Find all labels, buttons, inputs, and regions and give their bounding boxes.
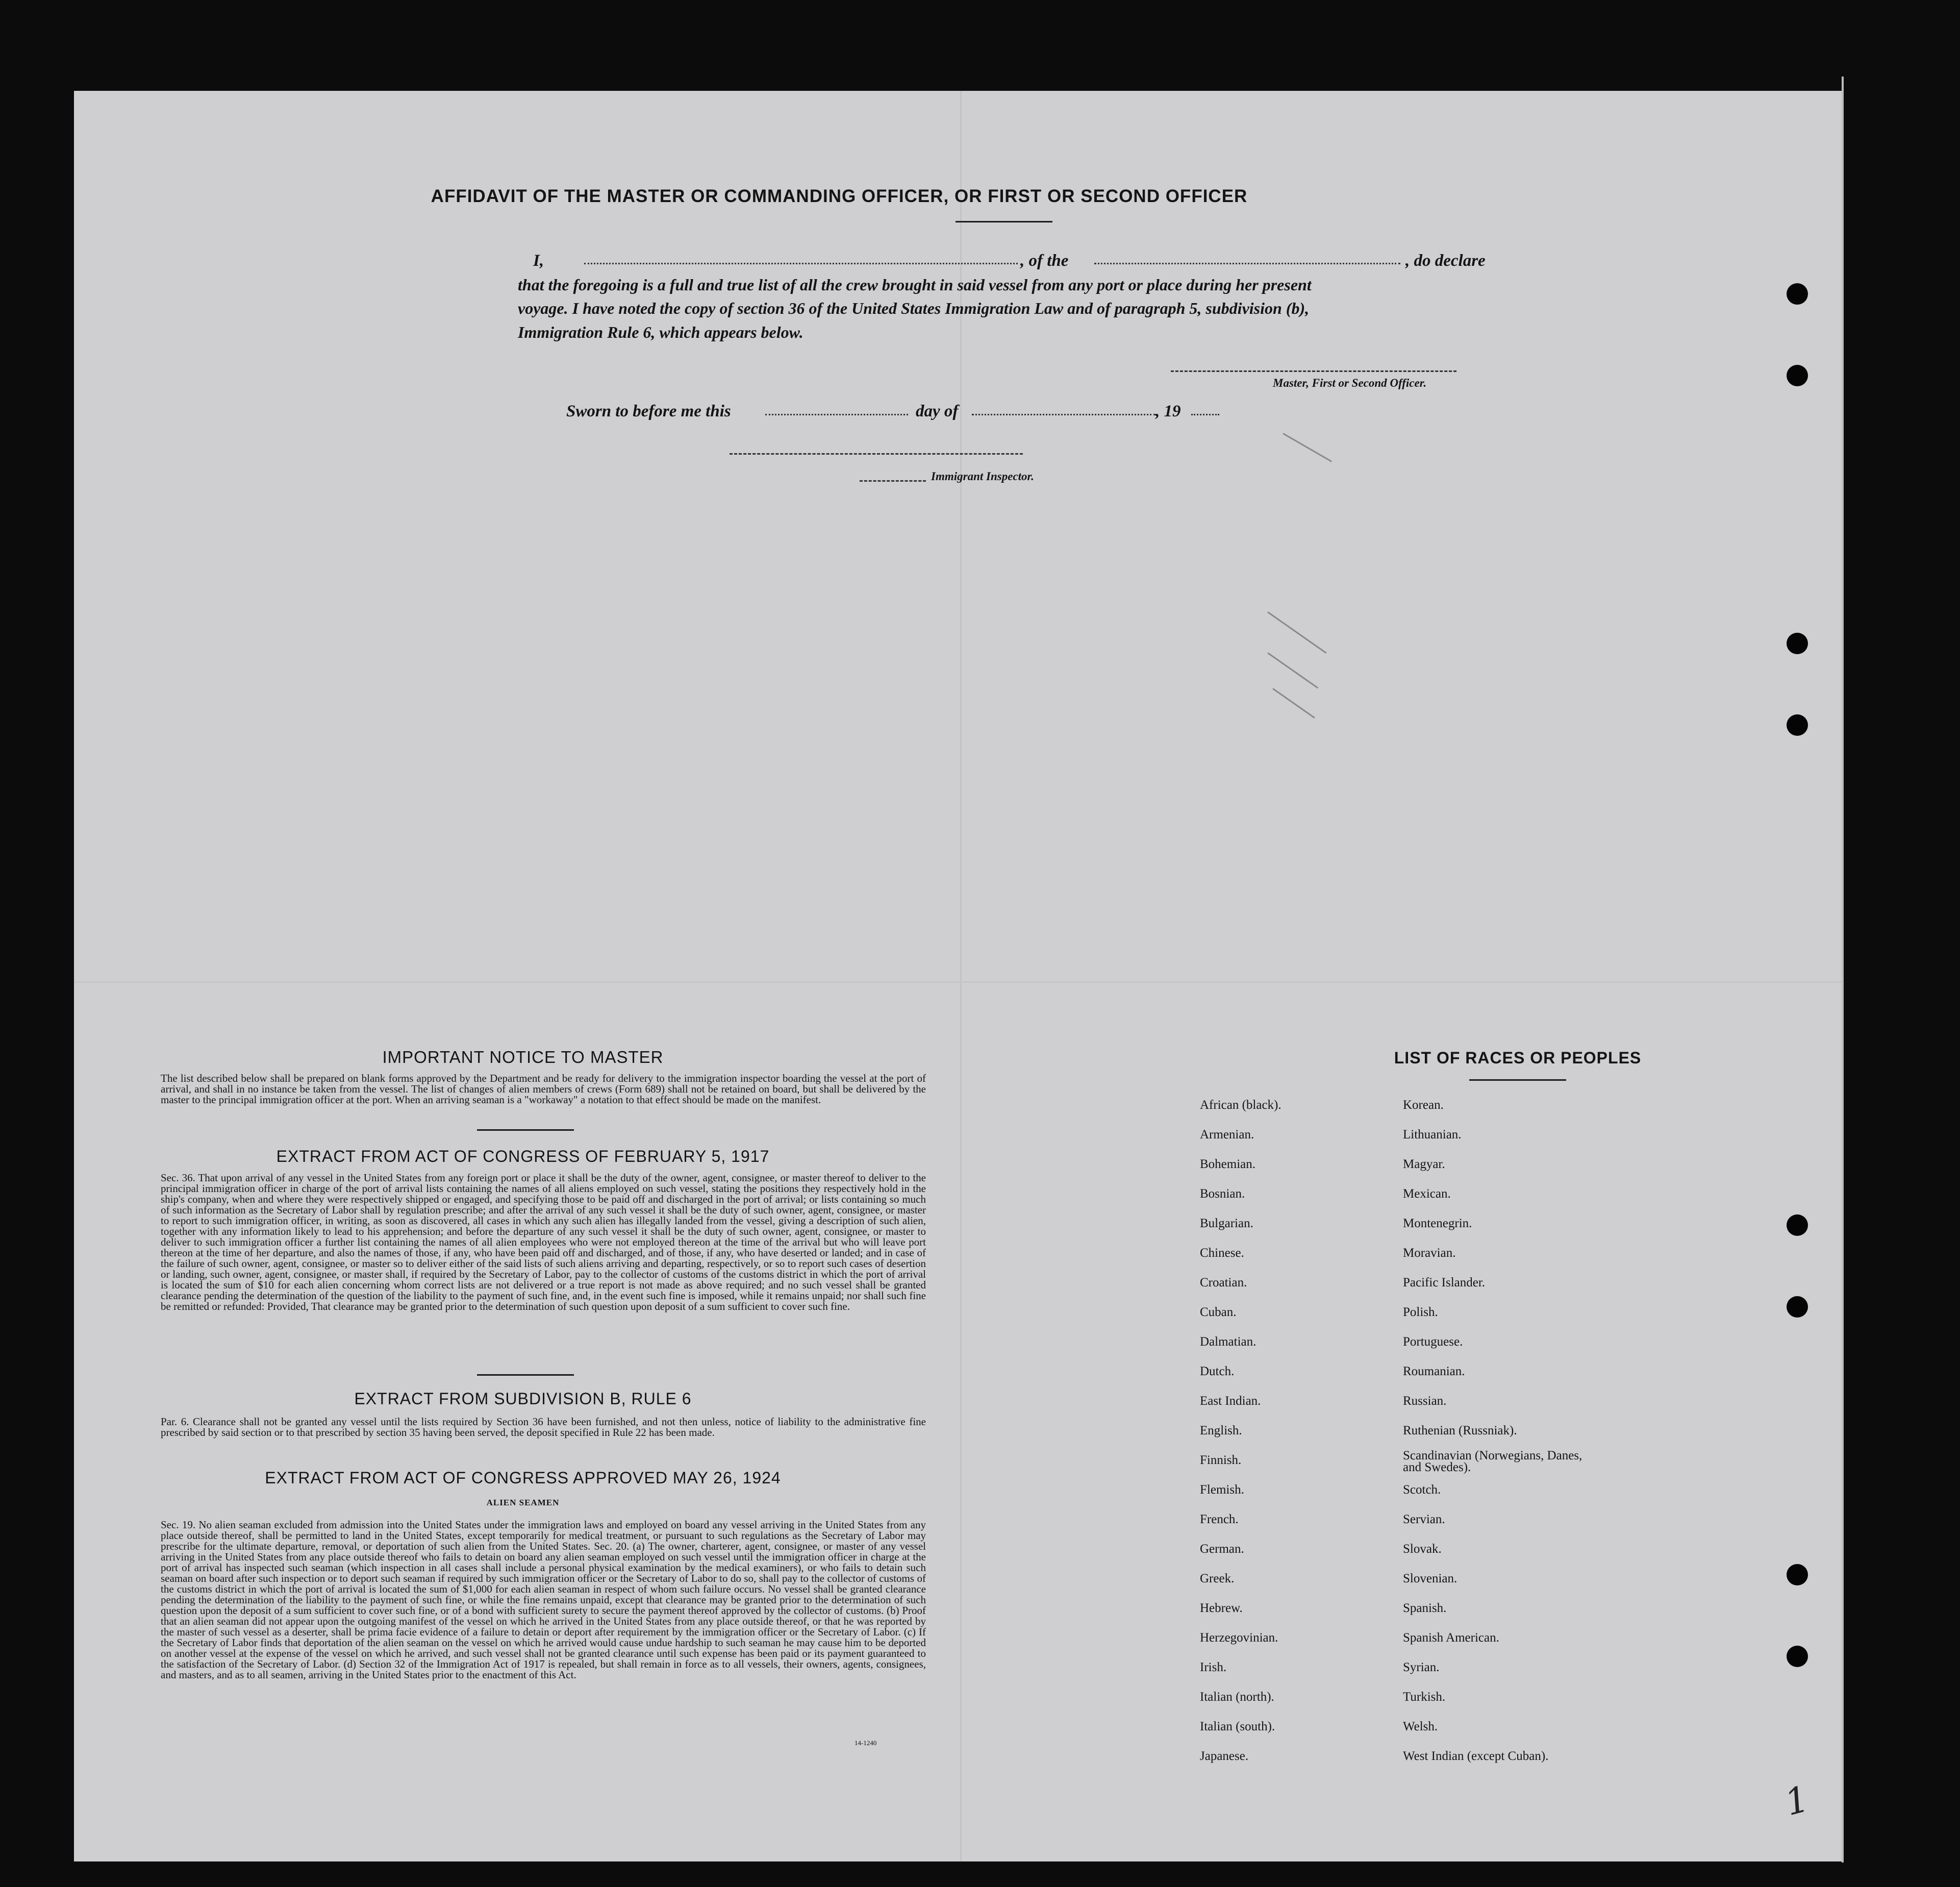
inspector-signature-blank[interactable]	[730, 453, 1023, 455]
race-item: Lithuanian.	[1403, 1128, 1462, 1141]
sworn-month-blank[interactable]	[972, 414, 1155, 415]
race-item: Bulgarian.	[1200, 1216, 1253, 1230]
affidavit-line3: voyage. I have noted the copy of section 36 of the United States Immigration Law and of paragraph 5, subdivision (b),	[518, 299, 1310, 317]
race-item: Spanish American.	[1403, 1631, 1499, 1645]
binder-hole	[1787, 1564, 1808, 1585]
race-item: Croatian.	[1200, 1276, 1247, 1289]
race-item: Scotch.	[1403, 1483, 1441, 1497]
extract-1924-subtitle: ALIEN SEAMEN	[486, 1498, 560, 1507]
extract-1924-text: Sec. 19. No alien seaman excluded from admission into the United States under the immigration laws and employed on board any vessel arriving in the United States from any place outside thereof, shall be permitted to land in the United States, except temporarily for medical treatment, or pursuant to such regulations as the Secretary of Labor may prescribe for the ultimate departure, removal, or deportation of such alien from the United States. Sec. 20. (a) The owner, charterer, agent, consignee, or master of any vessel arriving in the United States from any place outside thereof who fails to detain on board any alien seaman employed on such vessel until the immigration officer in charge at the port of arrival has inspected such seaman (which inspection in all cases shall include a personal physical examination by the medical examiners), or who fails to detain such seaman on board after such inspection or to deport such seaman if required by such immigration officer or the Secretary of Labor to do so, shall pay to the collector of customs of the customs district in which the port of arrival is located the sum of $1,000 for each alien seaman in respect of whom such failure occurs. No vessel shall be granted clearance pending the determination of the liability to the payment of such fine, or while the fine remains unpaid, except that clearance may be granted prior to the determination of such question upon the deposit of a sum sufficient to cover such fine, or of a bond with sufficient surety to secure the payment thereof approved by the collector of customs. (b) Proof that an alien seaman did not appear upon the outgoing manifest of the vessel on which he arrived in the United States from any place outside thereof, or that he was reported by the master of such vessel as a deserter, shall be prima facie evidence of a failure to detain or deport after requirement by the immigration officer or the Secretary of Labor. (c) If the Secretary of Labor finds that deportation of the alien seaman on the vessel on which he arrived would cause undue hardship to such seaman he may cause him to be deported on another vessel at the expense of the vessel on which he arrived, and such vessel shall not be granted clearance until such expense has been paid or its payment guaranteed to the satisfaction of the Secretary of Labor. (d) Section 32 of the Immigration Act of 1917 is repealed, but shall remain in force as to all vessels, their owners, agents, consignees, and masters, and as to all seamen, arriving in the United States prior to the enactment of this Act.	[161, 1519, 926, 1681]
scan-streak	[1283, 433, 1332, 462]
affidavit-name-blank[interactable]	[584, 263, 1018, 264]
race-item: Japanese.	[1200, 1749, 1249, 1763]
sworn-year-blank[interactable]	[1191, 414, 1219, 415]
extract-rule6-text: Par. 6. Clearance shall not be granted any vessel until the lists required by Section 36 have been furnished, and not then unless, notice of liability to the administrative fine prescribed by said section or to that prescribed by section 35 having been served, the deposit specified in Rule 22 has been made.	[161, 1416, 926, 1438]
extract-rule6-title: EXTRACT FROM SUBDIVISION B, RULE 6	[354, 1389, 692, 1408]
race-item: Portuguese.	[1403, 1335, 1463, 1349]
form-number: 14-1240	[855, 1739, 877, 1747]
affidavit-line1-start: I,	[533, 252, 544, 270]
races-title: LIST OF RACES OR PEOPLES	[1394, 1049, 1642, 1067]
master-signature-blank[interactable]	[1171, 370, 1456, 372]
scan-streak	[1272, 688, 1315, 718]
affidavit-line4: Immigration Rule 6, which appears below.	[518, 323, 803, 341]
document-sheet	[74, 91, 1842, 1861]
race-item: Scandinavian (Norwegians, Danes, and Swedes).	[1403, 1449, 1582, 1474]
scan-streak	[1267, 611, 1326, 654]
vertical-fold-line	[960, 91, 962, 1861]
inspector-label: Immigrant Inspector.	[931, 470, 1034, 483]
sworn-year: , 19	[1155, 402, 1181, 420]
race-item: Roumanian.	[1403, 1364, 1465, 1378]
race-item: Italian (north).	[1200, 1690, 1274, 1704]
binder-hole	[1787, 633, 1808, 654]
race-item: Cuban.	[1200, 1305, 1237, 1319]
race-item: English.	[1200, 1424, 1242, 1437]
race-item: Syrian.	[1403, 1660, 1440, 1674]
race-item: Greek.	[1200, 1572, 1235, 1585]
race-item: French.	[1200, 1512, 1239, 1526]
race-item: Slovak.	[1403, 1542, 1442, 1556]
race-item: German.	[1200, 1542, 1244, 1556]
race-item: Hebrew.	[1200, 1601, 1243, 1615]
sworn-day-blank[interactable]	[765, 414, 908, 415]
race-item: Mexican.	[1403, 1187, 1451, 1201]
race-item: Korean.	[1403, 1098, 1444, 1112]
race-item: Herzegovinian.	[1200, 1631, 1278, 1645]
race-item: Slovenian.	[1403, 1572, 1458, 1585]
race-item: Turkish.	[1403, 1690, 1446, 1704]
notice-title: IMPORTANT NOTICE TO MASTER	[382, 1048, 664, 1066]
race-item: Russian.	[1403, 1394, 1447, 1408]
race-item: Moravian.	[1403, 1246, 1456, 1260]
races-title-rule	[1469, 1079, 1566, 1081]
race-item: Armenian.	[1200, 1128, 1254, 1141]
extract-1917-text: Sec. 36. That upon arrival of any vessel in the United States from any foreign port or place it shall be the duty of the owner, agent, consignee, or master thereof to deliver to the principal immigration officer in charge of the port of arrival lists containing the names of all aliens employed on such vessel, stating the positions they respectively hold in the ship's company, when and where they were respectively shipped or engaged, and specifying those to be paid off and discharged in the port of arrival; or lists containing so much of such information as the Secretary of Labor shall by regulation prescribe; and after the arrival of any such vessel it shall be the duty of such owner, agent, consignee, or master to report to such immigration officer, in writing, as soon as discovered, all cases in which any such alien has illegally landed from the vessel, giving a description of such alien, together with any information likely to lead to his apprehension; and before the departure of any such vessel it shall be the duty of such owner, agent, consignee, or master to deliver to such immigration officer a further list containing the names of all alien employees who were not employed thereon at the time of the arrival but who will leave port thereon at the time of her departure, and also the names of those, if any, who have been paid off and discharged, and of those, if any, who have deserted or landed; and in case of the failure of such owner, agent, consignee, or master so to deliver either of the said lists of such aliens arriving and departing, respectively, or so to report such cases of desertion or landing, such owner, agent, consignee, or master shall, if required by the Secretary of Labor, pay to the collector of customs of the customs district in which the port of arrival is located the sum of $10 for each alien concerning whom correct lists are not delivered or a true report is not made as above required; and no such vessel shall be granted clearance pending the determination of the question of the liability to the payment of such fine, and, in the event such fine is imposed, while it remains unpaid; nor shall such fine be remitted or refunded: Provided, That clearance may be granted prior to the determination of such question upon deposit of a sum sufficient to cover such fine.	[161, 1172, 926, 1312]
affidavit-line2: that the foregoing is a full and true list of all the crew brought in said vessel from any port or place during her present	[518, 276, 1312, 294]
binder-hole	[1787, 1296, 1808, 1318]
extract-1917-rule	[477, 1374, 574, 1376]
race-item: Montenegrin.	[1403, 1216, 1472, 1230]
binder-hole	[1787, 1646, 1808, 1667]
race-item: Finnish.	[1200, 1453, 1242, 1467]
race-item: Dalmatian.	[1200, 1335, 1257, 1349]
race-item: Ruthenian (Russniak).	[1403, 1424, 1517, 1437]
race-item: Chinese.	[1200, 1246, 1244, 1260]
notice-rule	[477, 1129, 574, 1131]
binder-hole	[1787, 714, 1808, 736]
sheet-edge	[1842, 77, 1844, 1863]
race-item: Dutch.	[1200, 1364, 1235, 1378]
extract-1924-title: EXTRACT FROM ACT OF CONGRESS APPROVED MAY 26, 1924	[265, 1469, 781, 1487]
master-signature-label: Master, First or Second Officer.	[1273, 377, 1427, 389]
race-item: Italian (south).	[1200, 1720, 1275, 1733]
race-item: East Indian.	[1200, 1394, 1261, 1408]
race-item: Welsh.	[1403, 1720, 1438, 1733]
race-item: Magyar.	[1403, 1157, 1445, 1171]
horizontal-fold-line	[74, 981, 1842, 983]
race-item: Bohemian.	[1200, 1157, 1256, 1171]
race-item: Spanish.	[1403, 1601, 1447, 1615]
affidavit-title-rule	[956, 221, 1052, 222]
binder-hole	[1787, 283, 1808, 305]
race-item: African (black).	[1200, 1098, 1281, 1112]
notice-text: The list described below shall be prepared on blank forms approved by the Department and be ready for delivery to the immigration inspector boarding the vessel at the port of arrival, and shall in no instance be taken from the vessel. The list of changes of alien members of crews (Form 689) shall not be retained on board, but shall be delivered by the master to the principal immigration officer at the port. When an arriving seaman is a "workaway" a notation to that effect should be made on the manifest.	[161, 1072, 926, 1106]
extract-1917-title: EXTRACT FROM ACT OF CONGRESS OF FEBRUARY 5, 1917	[276, 1147, 770, 1165]
race-item: Pacific Islander.	[1403, 1276, 1486, 1289]
race-item: Bosnian.	[1200, 1187, 1245, 1201]
inspector-short-blank[interactable]	[860, 480, 926, 482]
affidavit-title: AFFIDAVIT OF THE MASTER OR COMMANDING OFFICER, OR FIRST OR SECOND OFFICER	[431, 186, 1248, 206]
binder-hole	[1787, 1214, 1808, 1236]
binder-hole	[1787, 365, 1808, 386]
handwritten-mark: 1	[1780, 1777, 1814, 1824]
race-item: Irish.	[1200, 1660, 1227, 1674]
scan-streak	[1267, 652, 1318, 688]
race-item: Servian.	[1403, 1512, 1445, 1526]
race-item: Flemish.	[1200, 1483, 1244, 1497]
affidavit-vessel-blank[interactable]	[1094, 263, 1400, 264]
sworn-day-of: day of	[916, 402, 959, 420]
affidavit-line1-end: , do declare	[1405, 252, 1486, 270]
race-item: West Indian (except Cuban).	[1403, 1749, 1549, 1763]
sworn-text: Sworn to before me this	[566, 402, 731, 420]
race-item: Polish.	[1403, 1305, 1438, 1319]
affidavit-line1-mid: , of the	[1020, 252, 1069, 270]
